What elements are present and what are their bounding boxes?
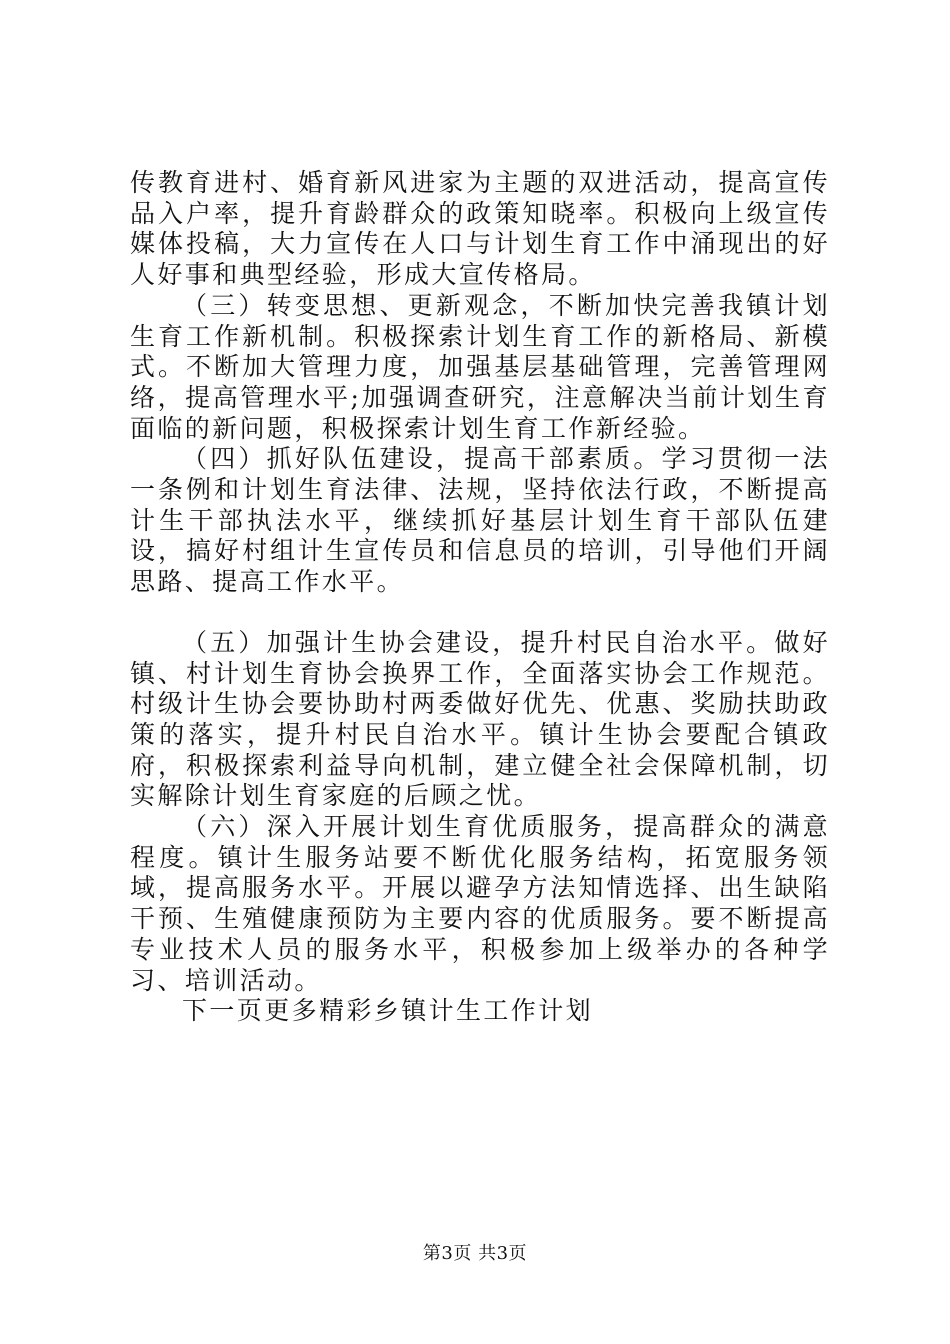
paragraph-section-4: （四）抓好队伍建设，提高干部素质。学习贯彻一法一条例和计划生育法律、法规，坚持依法行政，不断提高计生干部执法水平，继续抓好基层计划生育干部队伍建设，搞好村组计生宣传员和信息员的培训，引导他们开阔思路、提高工作水平。: [130, 444, 830, 597]
page-number-footer: 第3页 共3页: [422, 1243, 528, 1264]
paragraph-section-6: （六）深入开展计划生育优质服务，提高群众的满意程度。镇计生服务站要不断优化服务结构，拓宽服务领域，提高服务水平。开展以避孕方法知情选择、出生缺陷干预、生殖健康预防为主要内容的优质服务。要不断提高专业技术人员的服务水平，积极参加上级举办的各种学习、培训活动。: [130, 812, 830, 995]
next-page-link-text: 下一页更多精彩乡镇计生工作计划: [182, 996, 594, 1026]
document-body: [130, 168, 830, 1027]
paragraph-continuation: 传教育进村、婚育新风进家为主题的双进活动，提高宣传品入户率，提升育龄群众的政策知晓率。积极向上级宣传媒体投稿，大力宣传在人口与计划生育工作中涌现出的好人好事和典型经验，形成大宣传格局。: [130, 168, 830, 290]
paragraph-section-5: （五）加强计生协会建设，提升村民自治水平。做好镇、村计划生育协会换界工作，全面落实协会工作规范。村级计生协会要协助村两委做好优先、优惠、奖励扶助政策的落实，提升村民自治水平。镇计生协会要配合镇政府，积极探索利益导向机制，建立健全社会保障机制，切实解除计划生育家庭的后顾之忧。: [130, 627, 830, 811]
paragraph-section-3: （三）转变思想、更新观念，不断加快完善我镇计划生育工作新机制。积极探索计划生育工作的新格局、新模式。不断加大管理力度，加强基层基础管理，完善管理网络，提高管理水平;加强调查研究，注意解决当前计划生育面临的新问题，积极探索计划生育工作新经验。: [130, 290, 830, 443]
